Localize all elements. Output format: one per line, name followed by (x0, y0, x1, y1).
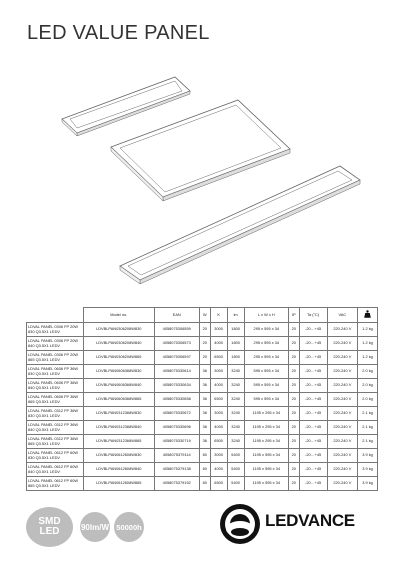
cell-kg: 2.0 kg (358, 365, 378, 379)
table-row (27, 351, 378, 365)
cell-k: 4000 (210, 421, 227, 435)
cell-vac: 220-240 V (327, 379, 358, 393)
smd-label: SMD (38, 516, 61, 527)
cell-lm: 3240 (227, 379, 244, 393)
cell-ip: 20 (288, 337, 299, 351)
cell-lm: 3240 (227, 365, 244, 379)
cell-dim: 1195 x 295 x 34 (244, 421, 288, 435)
cell-k: 3000 (210, 365, 227, 379)
weight-icon (364, 310, 371, 318)
cell-dim: 1195 x 295 x 34 (244, 407, 288, 421)
header-model: Model no. (84, 308, 155, 323)
table-row (27, 393, 378, 407)
cell-ta: -20…+45 (299, 463, 327, 477)
product-name-cell: LDVAL PANEL 0312 FP 36W 830 Q3.5X1 LEDV (27, 407, 84, 421)
cell-ean: 4058075306559 (154, 323, 199, 337)
cell-ean: 4058075379114 (154, 449, 199, 463)
cell-w: 60 (199, 477, 210, 491)
table-row (27, 337, 378, 351)
table-row (27, 463, 378, 477)
cell-w: 36 (199, 421, 210, 435)
panel-square-image (111, 100, 290, 201)
cell-ip: 20 (288, 393, 299, 407)
cell-lm: 5400 (227, 463, 244, 477)
cell-ean: 4058075330658 (154, 393, 199, 407)
table-row (27, 421, 378, 435)
table-row (27, 379, 378, 393)
cell-ip: 20 (288, 365, 299, 379)
product-name-cell: LDVAL PANEL 0612 FP 60W 830 Q3.5X1 LEDV (27, 449, 84, 463)
cell-w: 36 (199, 365, 210, 379)
cell-ean: 4058075330634 (154, 379, 199, 393)
cell-kg: 3.9 kg (358, 449, 378, 463)
cell-ip: 20 (288, 379, 299, 393)
efficacy-badge: 90lm/W (80, 512, 110, 542)
cell-vac: 220-240 V (327, 393, 358, 407)
cell-w: 60 (199, 463, 210, 477)
cell-model: LDVBLPAN0312368W840 (84, 421, 155, 435)
cell-ta: -20…+45 (299, 365, 327, 379)
product-name-cell: LDVAL PANEL 0606 FP 36W 865 Q3.5X1 LEDV (27, 393, 84, 407)
cell-vac: 220-240 V (327, 323, 358, 337)
cell-kg: 2.1 kg (358, 435, 378, 449)
cell-ip: 20 (288, 435, 299, 449)
cell-ean: 4058075306597 (154, 351, 199, 365)
cell-vac: 220-240 V (327, 351, 358, 365)
table-row (27, 323, 378, 337)
cell-ta: -20…+45 (299, 421, 327, 435)
product-name-cell: LDVAL PANEL 0612 FP 60W 840 Q3.5X1 LEDV (27, 463, 84, 477)
cell-ip: 20 (288, 407, 299, 421)
header-ta: Ta (°C) (299, 308, 327, 323)
cell-model: LDVBLPAN0312368W830 (84, 407, 155, 421)
header-w: W (199, 308, 210, 323)
cell-kg: 3.9 kg (358, 463, 378, 477)
cell-kg: 1.2 kg (358, 351, 378, 365)
brand-wordmark: LEDVANCE (265, 511, 355, 530)
cell-lm: 3240 (227, 407, 244, 421)
cell-w: 36 (199, 393, 210, 407)
header-blank (27, 308, 84, 323)
cell-dim: 295 x 595 x 34 (244, 351, 288, 365)
cell-k: 6500 (210, 435, 227, 449)
cell-ta: -20…+45 (299, 477, 327, 491)
cell-lm: 1800 (227, 323, 244, 337)
cell-w: 20 (199, 337, 210, 351)
cell-lm: 5400 (227, 477, 244, 491)
cell-model: LDVBLPAN0612608W840 (84, 463, 155, 477)
header-lm: lm (227, 308, 244, 323)
table-header-row (27, 308, 378, 323)
cell-k: 6500 (210, 351, 227, 365)
cell-k: 4000 (210, 337, 227, 351)
smd-led-badge (26, 507, 73, 547)
cell-dim: 595 x 595 x 34 (244, 393, 288, 407)
cell-model: LDVBLPAN0606368W840 (84, 379, 155, 393)
header-vac: VAC (327, 308, 358, 323)
product-name-cell: LDVAL PANEL 0312 FP 36W 865 Q3.5X1 LEDV (27, 435, 84, 449)
cell-ip: 20 (288, 449, 299, 463)
cell-dim: 595 x 595 x 34 (244, 379, 288, 393)
table-row (27, 477, 378, 491)
cell-ean: 4058075330696 (154, 421, 199, 435)
cell-ta: -20…+45 (299, 435, 327, 449)
cell-kg: 1.2 kg (358, 337, 378, 351)
cell-dim: 595 x 595 x 34 (244, 365, 288, 379)
table-row (27, 407, 378, 421)
cell-w: 36 (199, 435, 210, 449)
cell-model: LDVBLPAN0606368W865 (84, 393, 155, 407)
cell-vac: 220-240 V (327, 421, 358, 435)
product-name-cell: LDVAL PANEL 0312 FP 36W 840 Q3.5X1 LEDV (27, 421, 84, 435)
cell-ip: 20 (288, 463, 299, 477)
cell-vac: 220-240 V (327, 337, 358, 351)
cell-ean: 4058075379152 (154, 477, 199, 491)
cell-w: 36 (199, 379, 210, 393)
cell-lm: 3240 (227, 393, 244, 407)
cell-ean: 4058075330672 (154, 407, 199, 421)
cell-k: 6500 (210, 477, 227, 491)
cell-w: 60 (199, 449, 210, 463)
cell-ta: -20…+45 (299, 379, 327, 393)
cell-kg: 2.0 kg (358, 393, 378, 407)
cell-vac: 220-240 V (327, 407, 358, 421)
cell-model: LDVBLPAN0312368W865 (84, 435, 155, 449)
header-k: K (210, 308, 227, 323)
cell-model: LDVBLPAN0306208W840 (84, 337, 155, 351)
cell-k: 4000 (210, 463, 227, 477)
cell-ean: 4058075330614 (154, 365, 199, 379)
cell-ean: 4058075330719 (154, 435, 199, 449)
led-label: LED (39, 526, 60, 537)
cell-dim: 1195 x 295 x 34 (244, 435, 288, 449)
cell-k: 3000 (210, 323, 227, 337)
cell-model: LDVBLPAN0612608W830 (84, 449, 155, 463)
cell-ta: -20…+45 (299, 407, 327, 421)
cell-dim: 1195 x 595 x 34 (244, 477, 288, 491)
cell-vac: 220-240 V (327, 365, 358, 379)
cell-kg: 2.1 kg (358, 407, 378, 421)
cell-ta: -20…+45 (299, 323, 327, 337)
cell-kg: 2.1 kg (358, 421, 378, 435)
cell-ean: 4058075306573 (154, 337, 199, 351)
table-row (27, 365, 378, 379)
cell-lm: 3240 (227, 421, 244, 435)
cell-k: 3000 (210, 407, 227, 421)
page-title: LED VALUE PANEL (27, 22, 210, 44)
cell-kg: 2.0 kg (358, 379, 378, 393)
cell-ta: -20…+45 (299, 393, 327, 407)
cell-lm: 1800 (227, 337, 244, 351)
cell-ta: -20…+45 (299, 449, 327, 463)
ledvance-logo-icon (219, 503, 261, 545)
cell-ta: -20…+45 (299, 337, 327, 351)
header-ip: IP (288, 308, 299, 323)
spec-table (26, 307, 378, 491)
table-row (27, 449, 378, 463)
cell-model: LDVBLPAN0306208W865 (84, 351, 155, 365)
cell-w: 36 (199, 407, 210, 421)
cell-w: 20 (199, 351, 210, 365)
cell-dim: 1195 x 595 x 34 (244, 449, 288, 463)
cell-lm: 3240 (227, 435, 244, 449)
cell-dim: 1195 x 595 x 34 (244, 463, 288, 477)
cell-model: LDVBLPAN0612608W865 (84, 477, 155, 491)
cell-ean: 4058075379138 (154, 463, 199, 477)
cell-vac: 220-240 V (327, 435, 358, 449)
cell-ip: 20 (288, 323, 299, 337)
table-row (27, 435, 378, 449)
header-dimensions: L x W x H (244, 308, 288, 323)
header-weight (358, 308, 378, 323)
cell-ip: 20 (288, 477, 299, 491)
cell-vac: 220-240 V (327, 477, 358, 491)
cell-k: 6500 (210, 393, 227, 407)
cell-dim: 295 x 595 x 34 (244, 323, 288, 337)
cell-ta: -20…+45 (299, 351, 327, 365)
product-name-cell: LDVAL PANEL 0306 FP 20W 840 Q3.5X1 LEDV (27, 337, 84, 351)
cell-kg: 1.2 kg (358, 323, 378, 337)
cell-dim: 295 x 595 x 34 (244, 337, 288, 351)
product-name-cell: LDVAL PANEL 0306 FP 20W 830 Q3.5X1 LEDV (27, 323, 84, 337)
cell-ip: 20 (288, 351, 299, 365)
cell-k: 3000 (210, 449, 227, 463)
cell-lm: 5400 (227, 449, 244, 463)
cell-ip: 20 (288, 421, 299, 435)
product-name-cell: LDVAL PANEL 0606 FP 36W 830 Q3.5X1 LEDV (27, 365, 84, 379)
product-name-cell: LDVAL PANEL 0612 FP 60W 865 Q3.5X1 LEDV (27, 477, 84, 491)
product-name-cell: LDVAL PANEL 0606 FP 36W 840 Q3.5X1 LEDV (27, 379, 84, 393)
cell-vac: 220-240 V (327, 463, 358, 477)
header-ean: EAN (154, 308, 199, 323)
cell-model: LDVBLPAN0306208W830 (84, 323, 155, 337)
cell-vac: 220-240 V (327, 449, 358, 463)
cell-model: LDVBLPAN0606368W830 (84, 365, 155, 379)
cell-k: 4000 (210, 379, 227, 393)
cell-lm: 1800 (227, 351, 244, 365)
cell-kg: 3.9 kg (358, 477, 378, 491)
product-name-cell: LDVAL PANEL 0306 FP 20W 865 Q3.5X1 LEDV (27, 351, 84, 365)
lifetime-badge: 50000h (114, 512, 144, 542)
cell-w: 20 (199, 323, 210, 337)
